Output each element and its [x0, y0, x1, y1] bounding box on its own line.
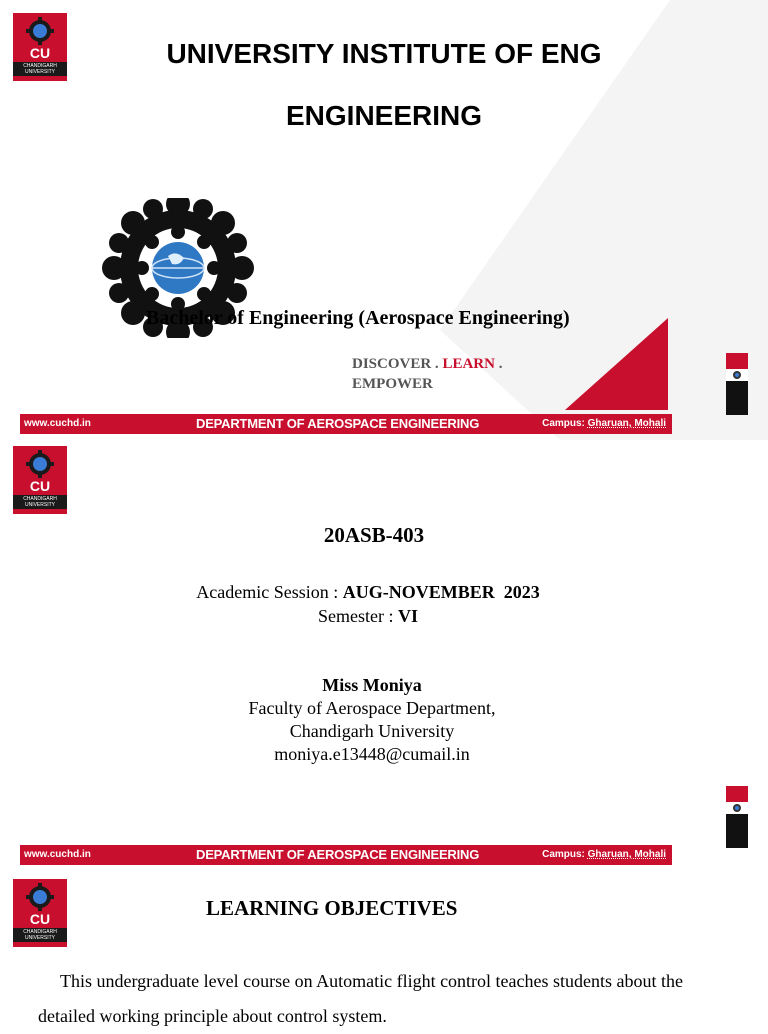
- faculty-email[interactable]: moniya.e13448@cumail.in: [274, 744, 470, 764]
- cu-logo-text: CU: [29, 478, 51, 494]
- footer-url[interactable]: www.cuchd.in: [24, 418, 91, 429]
- footer-campus-value: Gharuan, Mohali: [587, 418, 666, 429]
- course-code: 20ASB-403: [323, 523, 425, 547]
- gear-icon: [732, 803, 742, 813]
- footer-campus: [542, 849, 666, 860]
- footer-campus: [542, 418, 666, 429]
- tagline-learn: LEARN: [442, 356, 495, 372]
- footer-campus-label: Campus:: [542, 418, 588, 429]
- objectives-line-1: This undergraduate level course on Automatic flight control teaches students about the: [60, 971, 683, 991]
- tagline: [352, 354, 502, 394]
- session-label: Academic Session :: [196, 582, 343, 602]
- gear-icon: [26, 883, 54, 911]
- slide-3: [0, 870, 768, 1024]
- cu-logo-text: CU: [29, 45, 51, 61]
- faculty-role: Faculty of Aerospace Department,: [248, 698, 496, 718]
- header-line-1: UNIVERSITY INSTITUTE OF ENG: [166, 38, 602, 69]
- footer-bar: [20, 845, 672, 865]
- slide-2: [0, 440, 768, 870]
- cu-logo-subtext: CHANDIGARH UNIVERSITY: [13, 62, 67, 76]
- footer-campus-label: Campus:: [542, 849, 588, 860]
- side-logo-mini: [726, 353, 748, 415]
- faculty-university: Chandigarh University: [289, 721, 455, 741]
- footer-bar: [20, 414, 672, 434]
- footer-department: DEPARTMENT OF AEROSPACE ENGINEERING: [196, 416, 480, 431]
- semester-value: VI: [397, 606, 418, 626]
- semester-label: Semester :: [318, 606, 398, 626]
- cu-logo: [13, 446, 67, 514]
- cu-logo: [13, 879, 67, 947]
- footer-campus-value: Gharuan, Mohali: [587, 849, 666, 860]
- session-value: AUG-NOVEMBER 2023: [342, 582, 540, 602]
- tagline-empower: EMPOWER: [352, 376, 433, 392]
- cu-logo-text: CU: [29, 911, 51, 927]
- cu-logo-subtext: CHANDIGARH UNIVERSITY: [13, 928, 67, 942]
- tagline-discover: DISCOVER .: [352, 356, 443, 372]
- degree-title: Bachelor of Engineering (Aerospace Engineering): [146, 307, 570, 329]
- faculty-block: [0, 674, 744, 766]
- footer-department: DEPARTMENT OF AEROSPACE ENGINEERING: [196, 847, 480, 862]
- faculty-name: Miss Moniya: [322, 675, 422, 695]
- side-logo-mini: [726, 786, 748, 848]
- tagline-dot: .: [494, 356, 503, 372]
- footer-url[interactable]: www.cuchd.in: [24, 849, 91, 860]
- gear-icon: [26, 450, 54, 478]
- cu-logo-subtext: CHANDIGARH UNIVERSITY: [13, 495, 67, 509]
- objectives-line-2: detailed working principle about control system.: [38, 1006, 387, 1026]
- learning-objectives-heading: LEARNING OBJECTIVES: [206, 896, 458, 920]
- semester-line: [0, 606, 736, 627]
- header-line-2: ENGINEERING: [285, 100, 483, 131]
- slide-1: [0, 0, 768, 440]
- session-line: [0, 582, 736, 603]
- gear-icon: [732, 370, 742, 380]
